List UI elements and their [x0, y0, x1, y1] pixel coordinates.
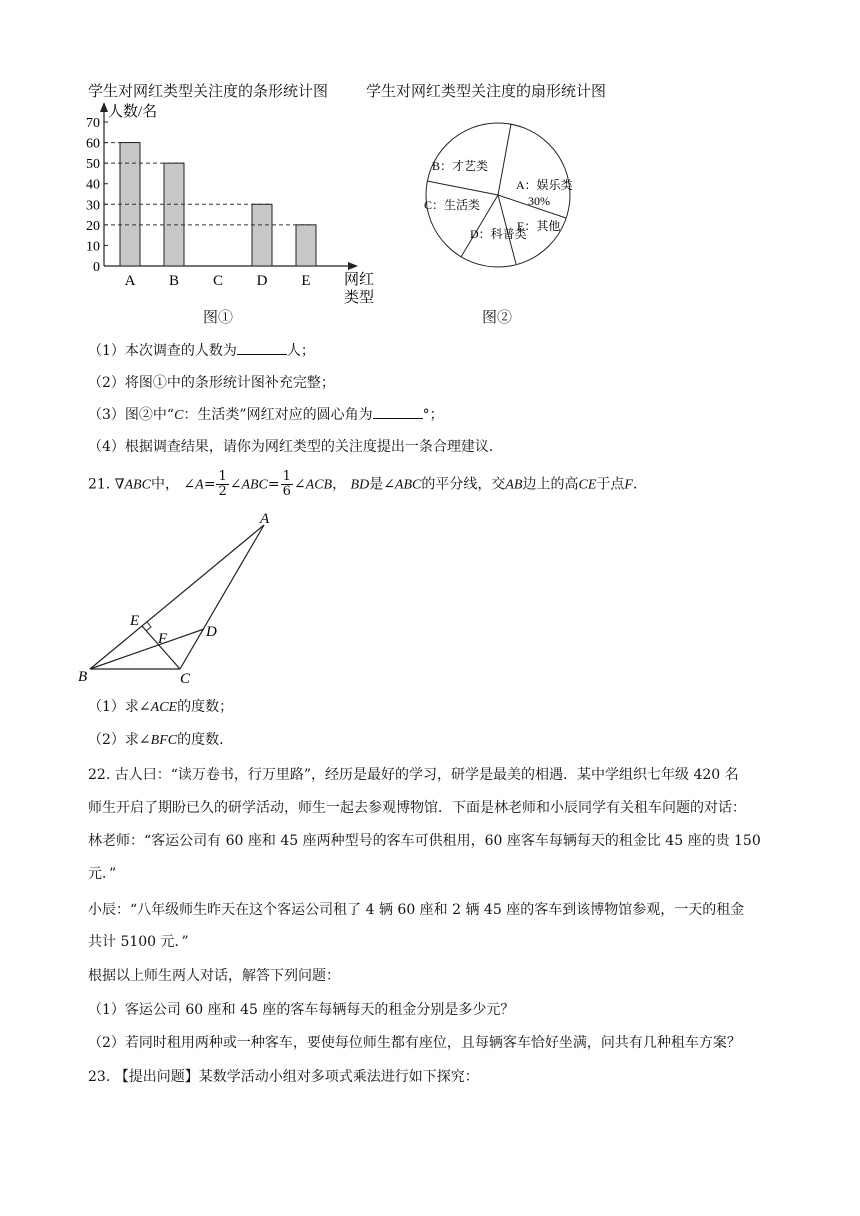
x-axis-arrow	[348, 262, 358, 270]
y-tick-label: 10	[86, 239, 100, 255]
pie-label-c: C：生活类	[424, 198, 481, 212]
q22-line3: 林老师：“客运公司有 60 座和 45 座两种型号的客车可供租用，60 座客车每辆每天的租金比 45 座的贵 150	[88, 833, 761, 849]
bar-E	[296, 225, 316, 266]
y-tick-label: 20	[86, 218, 100, 234]
x-axis-label-line2: 类型	[344, 290, 375, 306]
q20-part3: （3）图②中“C：生活类”网红对应的圆心角为 °；	[88, 404, 444, 424]
q22-line6: 共计 5100 元．”	[88, 934, 189, 950]
q22-line7: 根据以上师生两人对话，解答下列问题：	[88, 968, 340, 984]
segment-ba	[90, 525, 264, 669]
q22-line5: 小辰：“八年级师生昨天在这个客运公司租了 4 辆 60 座和 2 辆 45 座的客车到该博物馆参观，一天的租金	[88, 902, 745, 918]
q21-stem: 21. ∇ABC中， ∠A= $\frac{1}{2}$ ∠ABC= $\frac{1}{6}$ ∠ACB， BD是∠ABC的平分线，交AB边上的高CE于点F．	[88, 469, 647, 499]
bar-B	[164, 163, 184, 266]
category-label-B: B	[168, 273, 180, 289]
right-angle-mark	[146, 622, 151, 631]
x-axis-label-line1: 网红	[344, 272, 375, 288]
pie-label-d: D：科普类	[470, 227, 527, 241]
y-tick-label: 60	[86, 136, 100, 152]
label-f: F	[158, 631, 168, 647]
bar-chart-title: 学生对网红类型关注度的条形统计图	[88, 82, 329, 100]
bar-A	[120, 143, 140, 266]
fig1-caption: 图①	[203, 308, 234, 326]
label-e: E	[130, 613, 140, 629]
y-axis-label: 人数/名	[108, 104, 158, 120]
y-tick-label: 40	[86, 177, 100, 193]
pie-chart	[420, 122, 580, 272]
triangle-diagram	[70, 505, 270, 690]
pie-chart-title: 学生对网红类型关注度的扇形统计图	[366, 82, 607, 100]
y-tick-label: 50	[86, 157, 100, 173]
pie-label-e: E：其他	[517, 219, 561, 233]
pie-label-b: B：才艺类	[432, 159, 489, 173]
y-tick-label: 70	[86, 116, 100, 131]
q22-part2: （2）若同时租用两种或一种客车，要使每位师生都有座位，且每辆客车恰好坐满，问共有几种租车方案？	[88, 1035, 741, 1051]
q22-part1: （1）客运公司 60 座和 45 座的客车每辆每天的租金分别是多少元？	[88, 1002, 515, 1018]
label-a: A	[260, 511, 270, 527]
q21-part2: （2）求∠BFC的度数．	[88, 732, 234, 748]
q20-part2: （2）将图①中的条形统计图补充完整；	[88, 375, 335, 391]
q21-part1: （1）求∠ACE的度数；	[88, 699, 234, 715]
bar-chart	[70, 98, 380, 328]
pie-label-a: A：娱乐类	[516, 178, 573, 192]
fig2-caption: 图②	[482, 308, 513, 326]
segment-bd	[90, 629, 204, 669]
bar-D	[252, 204, 272, 266]
category-label-E: E	[301, 273, 311, 289]
q22-line2: 师生开启了期盼已久的研学活动，师生一起去参观博物馆．下面是林老师和小辰同学有关租车问题的对话：	[88, 800, 746, 816]
segment-ca	[180, 525, 264, 669]
q20-part4: （4）根据调查结果，请你为网红类型的关注度提出一条合理建议．	[88, 439, 503, 455]
y-tick-label: 0	[93, 260, 100, 275]
y-axis-arrow	[100, 102, 108, 112]
category-label-A: A	[124, 273, 136, 289]
q22-line1: 22. 古人曰：“读万卷书，行万里路”，经历是最好的学习，研学是最美的相遇．某中学组织七年级 420 名	[88, 767, 739, 783]
q20-part1: （1）本次调查的人数为 人；	[88, 340, 315, 360]
q22-line4: 元．”	[88, 866, 117, 882]
label-c: C	[180, 671, 191, 687]
category-label-C: C	[212, 273, 224, 289]
label-d: D	[206, 624, 217, 640]
category-label-D: D	[256, 273, 268, 289]
y-tick-label: 30	[86, 198, 100, 214]
q23-line1: 23. 【提出问题】某数学活动小组对多项式乘法进行如下探究：	[88, 1069, 479, 1085]
pie-value-a: 30%	[528, 194, 550, 208]
label-b: B	[78, 669, 88, 685]
